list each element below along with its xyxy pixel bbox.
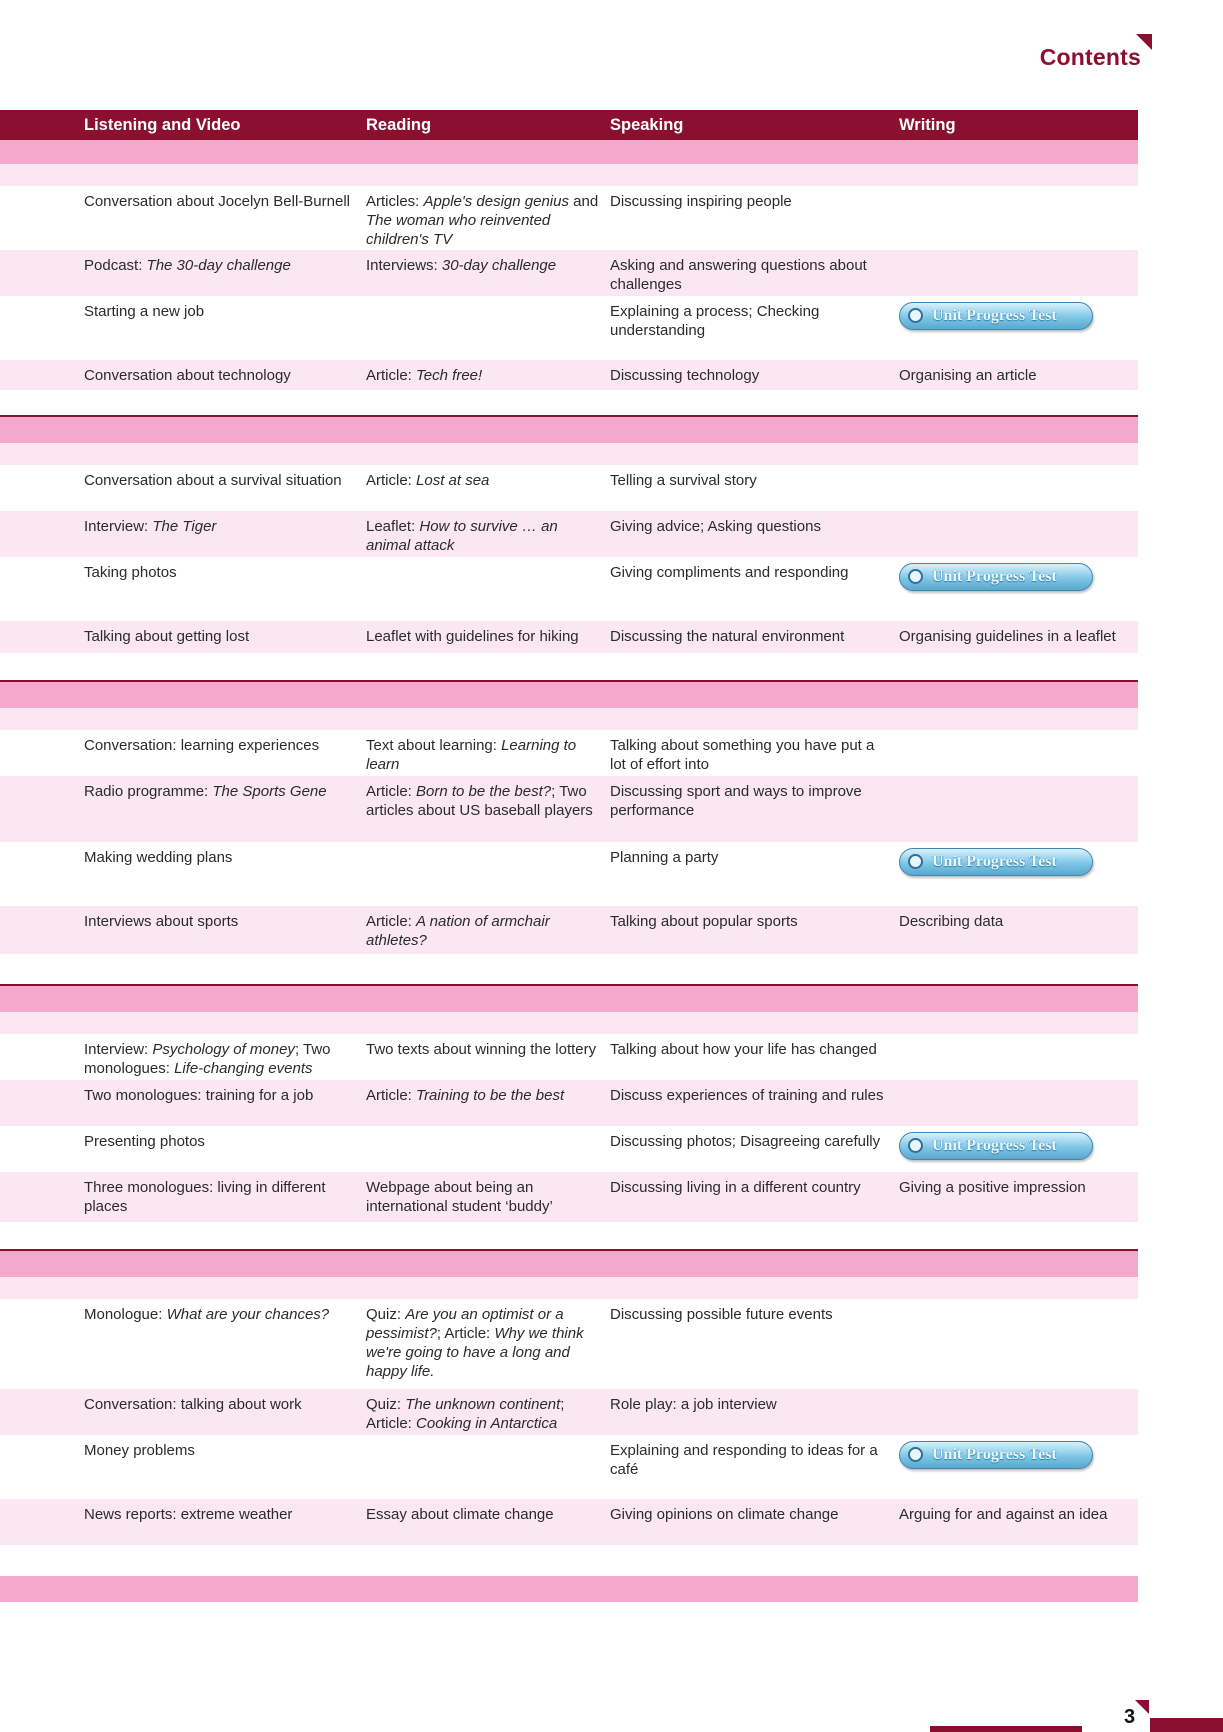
title-text: Born to be the best? [416,783,552,800]
cell-text: Discussing the natural environment [610,628,845,645]
writing-cell [899,1505,1135,1524]
table-row [0,1172,1138,1222]
listening-cell [84,1395,354,1414]
cell-text: Leaflet: [366,518,420,535]
listening-cell [84,1505,354,1524]
progress-test-icon [908,308,923,323]
speaking-cell [610,471,890,490]
cell-text: Discussing sport and ways to improve performance [610,783,862,819]
cell-text: Talking about getting lost [84,628,250,645]
cell-text: Article: [366,913,417,930]
cell-text: Interviews about sports [84,913,239,930]
cell-text: Describing data [899,913,1004,930]
unit-band [0,164,1138,186]
progress-test-icon [908,569,923,584]
cell-text: Interview: [84,1041,153,1058]
cell-text: Organising guidelines in a leaflet [899,628,1116,645]
unit-progress-test-button[interactable] [899,1132,1093,1160]
table-row [0,296,1138,360]
title-text: The Sports Gene [212,783,327,800]
footer-bar [1150,1718,1223,1732]
table-row [0,621,1138,653]
listening-cell [84,1086,354,1105]
cell-text: Discussing living in a different country [610,1179,861,1196]
writing-cell [899,912,1135,931]
cell-text: Conversation about technology [84,367,291,384]
reading-cell [366,782,600,820]
speaking-cell [610,1441,890,1479]
unit-separator [0,1249,1138,1277]
cell-text: Discussing inspiring people [610,193,792,210]
title-text: Psychology of money [152,1041,295,1058]
cell-text: Radio programme: [84,783,213,800]
table-row [0,557,1138,621]
progress-test-icon [908,1447,923,1462]
cell-text: Monologue: [84,1306,167,1323]
column-header-speaking: Speaking [610,116,684,134]
table-row [0,1034,1138,1080]
speaking-cell [610,627,890,646]
title-text: Cooking in Antarctica [416,1415,558,1432]
cell-text: Talking about something you have put a lot of effort into [610,737,875,773]
writing-cell [899,1178,1135,1197]
cell-text: Planning a party [610,849,719,866]
speaking-cell [610,848,890,867]
page-title: Contents [1039,44,1141,70]
unit-progress-test-label: Unit Progress Test [932,1137,1057,1154]
cell-text: Leaflet with guidelines for hiking [366,628,579,645]
cell-text: Article: [366,783,417,800]
reading-cell [366,517,600,555]
reading-cell [366,192,600,249]
listening-cell [84,1132,354,1151]
cell-text: Conversation about Jocelyn Bell-Burnell [84,193,350,210]
unit-progress-test-label: Unit Progress Test [932,1446,1057,1463]
speaking-cell [610,1395,890,1414]
speaking-cell [610,366,890,385]
listening-cell [84,302,354,321]
speaking-cell [610,1132,890,1151]
table-row [0,1299,1138,1389]
table-row [0,1080,1138,1126]
cell-text: Discussing possible future events [610,1306,833,1323]
progress-test-icon [908,1138,923,1153]
reading-cell [366,1086,600,1105]
speaking-cell [610,1086,890,1105]
reading-cell [366,1305,600,1381]
writing-cell [899,627,1135,646]
cell-text: Articles: [366,193,424,210]
cell-text: Text about learning: [366,737,502,754]
cell-text: Three monologues: living in different places [84,1179,326,1215]
cell-text: Article: [366,367,417,384]
table-row [0,360,1138,390]
title-text: Life-changing events [174,1060,313,1077]
unit-band [0,443,1138,465]
reading-cell [366,1178,600,1216]
speaking-cell [610,782,890,820]
cell-text: Asking and answering questions about challenges [610,257,867,293]
cell-text: Explaining a process; Checking understanding [610,303,820,339]
unit-progress-test-button[interactable] [899,848,1093,876]
column-header-bar [0,110,1138,140]
header-band [0,140,1138,164]
speaking-cell [610,256,890,294]
table-row [0,1389,1138,1435]
table-row [0,511,1138,557]
title-text: Learning to learn [366,737,577,773]
table-row [0,842,1138,906]
cell-text: Conversation: learning experiences [84,737,320,754]
cell-text: Quiz: [366,1396,406,1413]
title-text: Training to be the best [416,1087,565,1104]
table-row [0,186,1138,250]
cell-text: Talking about how your life has changed [610,1041,877,1058]
reading-cell [366,736,600,774]
cell-text: and [568,193,599,210]
column-header-writing: Writing [899,116,956,134]
speaking-cell [610,1040,890,1059]
cell-text: Taking photos [84,564,177,581]
title-text: Why we think we're going to have a long and happy life. [366,1325,584,1380]
progress-test-icon [908,854,923,869]
cell-text: Conversation: talking about work [84,1396,302,1413]
listening-cell [84,1305,354,1324]
speaking-cell [610,563,890,582]
writing-cell [899,366,1135,385]
speaking-cell [610,1305,890,1324]
title-text: The Tiger [152,518,217,535]
cell-text: Article: [366,1087,417,1104]
footer-bar [930,1726,1082,1732]
column-header-listening: Listening and Video [84,116,241,134]
speaking-cell [610,1505,890,1524]
cell-text: Presenting photos [84,1133,205,1150]
reading-cell [366,471,600,490]
cell-text: Discussing technology [610,367,760,384]
listening-cell [84,1040,354,1078]
reading-cell [366,627,600,646]
cell-text: Interviews: [366,257,442,274]
cell-text: Essay about climate change [366,1506,554,1523]
page-number-triangle-icon [1135,1700,1149,1714]
cell-text: Podcast: [84,257,147,274]
table-row [0,465,1138,511]
cell-text: Organising an article [899,367,1037,384]
cell-text: Telling a survival story [610,472,757,489]
listening-cell [84,471,354,490]
cell-text: Discuss experiences of training and rules [610,1087,884,1104]
cell-text: ; Two monologues: [84,1041,331,1077]
cell-text: Role play: a job interview [610,1396,777,1413]
unit-separator [0,984,1138,1012]
speaking-cell [610,736,890,774]
cell-text: Giving compliments and responding [610,564,849,581]
title-text: Apple's design genius [423,193,569,210]
title-text: The 30-day challenge [146,257,291,274]
cell-text: ; Article: [366,1396,565,1432]
table-row [0,776,1138,842]
listening-cell [84,366,354,385]
cell-text: Two monologues: training for a job [84,1087,314,1104]
title-text: Are you an optimist or a pessimist? [366,1306,564,1342]
cell-text: Interview: [84,518,153,535]
cell-text: Quiz: [366,1306,406,1323]
cell-text: Webpage about being an international student ‘buddy’ [366,1179,553,1215]
speaking-cell [610,192,890,211]
table-row [0,1499,1138,1545]
unit-progress-test-label: Unit Progress Test [932,853,1057,870]
title-text: The unknown continent [405,1396,561,1413]
cell-text: Conversation about a survival situation [84,472,342,489]
cell-text: Giving a positive impression [899,1179,1086,1196]
title-text: The woman who reinvented children's TV [366,212,551,248]
page-number: 3 [1124,1706,1136,1728]
listening-cell [84,563,354,582]
cell-text: Talking about popular sports [610,913,798,930]
unit-band [0,1277,1138,1299]
cell-text: ; Two articles about US baseball players [366,783,593,819]
speaking-cell [610,302,890,340]
title-text: Tech free! [416,367,483,384]
reading-cell [366,366,600,385]
cell-text: Starting a new job [84,303,205,320]
reading-cell [366,256,600,275]
bottom-band [0,1576,1138,1602]
unit-progress-test-label: Unit Progress Test [932,307,1057,324]
table-row [0,1435,1138,1499]
listening-cell [84,1178,354,1216]
cell-text: Explaining and responding to ideas for a café [610,1442,878,1478]
listening-cell [84,782,354,801]
unit-band [0,708,1138,730]
speaking-cell [610,517,890,536]
column-header-reading: Reading [366,116,432,134]
listening-cell [84,517,354,536]
cell-text: Discussing photos; Disagreeing carefully [610,1133,881,1150]
listening-cell [84,256,354,275]
listening-cell [84,912,354,931]
cell-text: Article: [366,472,417,489]
unit-separator [0,680,1138,708]
unit-progress-test-button[interactable] [899,563,1093,591]
reading-cell [366,912,600,950]
unit-progress-test-button[interactable] [899,1441,1093,1469]
listening-cell [84,627,354,646]
cell-text: Making wedding plans [84,849,233,866]
listening-cell [84,1441,354,1460]
speaking-cell [610,1178,890,1197]
title-text: How to survive … an animal attack [366,518,558,554]
unit-separator [0,415,1138,443]
cell-text: Arguing for and against an idea [899,1506,1108,1523]
cell-text: ; Article: [436,1325,495,1342]
listening-cell [84,736,354,755]
cell-text: Money problems [84,1442,195,1459]
listening-cell [84,848,354,867]
unit-progress-test-label: Unit Progress Test [932,568,1057,585]
table-row [0,906,1138,954]
table-row [0,1126,1138,1172]
unit-progress-test-button[interactable] [899,302,1093,330]
table-row [0,730,1138,776]
title-text: 30-day challenge [441,257,557,274]
table-row [0,250,1138,296]
unit-band [0,1012,1138,1034]
reading-cell [366,1040,600,1059]
title-text: Lost at sea [416,472,490,489]
listening-cell [84,192,354,211]
cell-text: Two texts about winning the lottery [366,1041,597,1058]
cell-text: News reports: extreme weather [84,1506,293,1523]
reading-cell [366,1505,600,1524]
title-text: What are your chances? [166,1306,330,1323]
speaking-cell [610,912,890,931]
reading-cell [366,1395,600,1433]
title-text: A nation of armchair athletes? [366,913,550,949]
cell-text: Giving advice; Asking questions [610,518,821,535]
cell-text: Giving opinions on climate change [610,1506,839,1523]
